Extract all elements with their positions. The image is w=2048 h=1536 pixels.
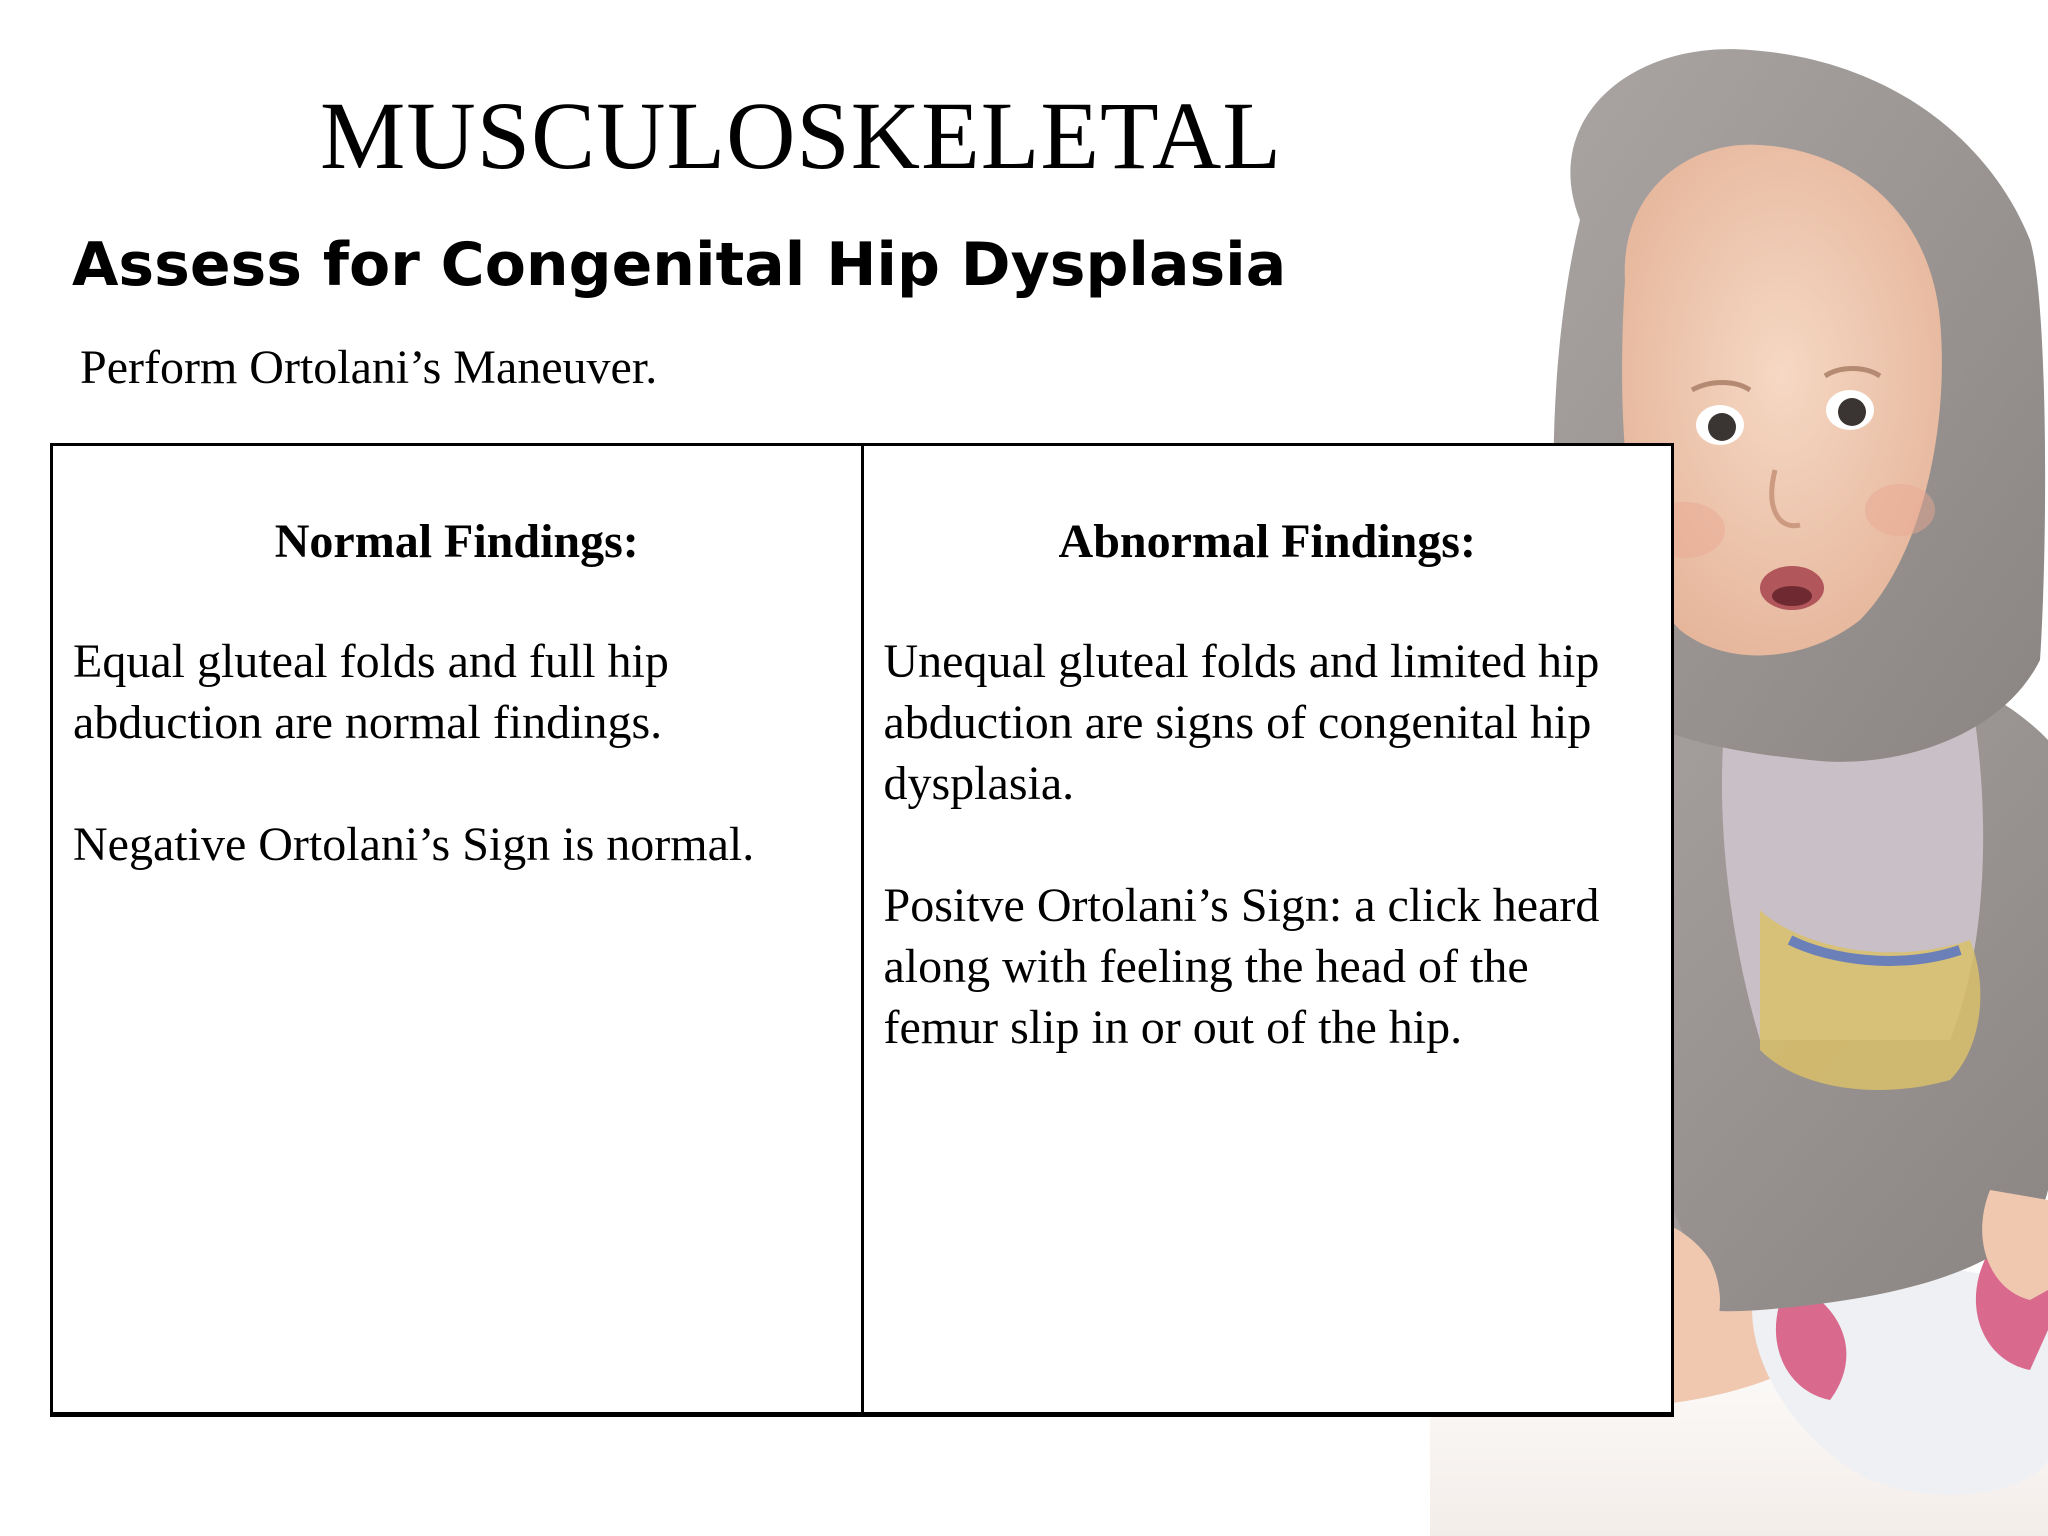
abnormal-finding-paragraph: Unequal gluteal folds and limited hip abduction are signs of congenital hip dysplasia. xyxy=(883,635,1600,810)
normal-findings-cell xyxy=(52,445,863,1415)
slide-subtitle: Assess for Congenital Hip Dysplasia xyxy=(72,230,1287,300)
normal-findings-heading: Normal Findings: xyxy=(274,515,639,568)
findings-table xyxy=(50,443,1674,1417)
abnormal-findings-cell xyxy=(862,445,1673,1415)
abnormal-finding-paragraph: Positve Ortolani’s Sign: a click heard along with feeling the head of the femur slip in or out of the hip. xyxy=(883,879,1600,1054)
normal-finding-paragraph: Negative Ortolani’s Sign is normal. xyxy=(73,818,755,871)
normal-finding-paragraph: Equal gluteal folds and full hip abduction are normal findings. xyxy=(73,635,669,749)
slide-title: MUSCULOSKELETAL xyxy=(320,82,1282,189)
table-row xyxy=(52,445,1673,1415)
instruction-text: Perform Ortolani’s Maneuver. xyxy=(80,341,658,394)
abnormal-findings-heading: Abnormal Findings: xyxy=(1058,515,1476,568)
